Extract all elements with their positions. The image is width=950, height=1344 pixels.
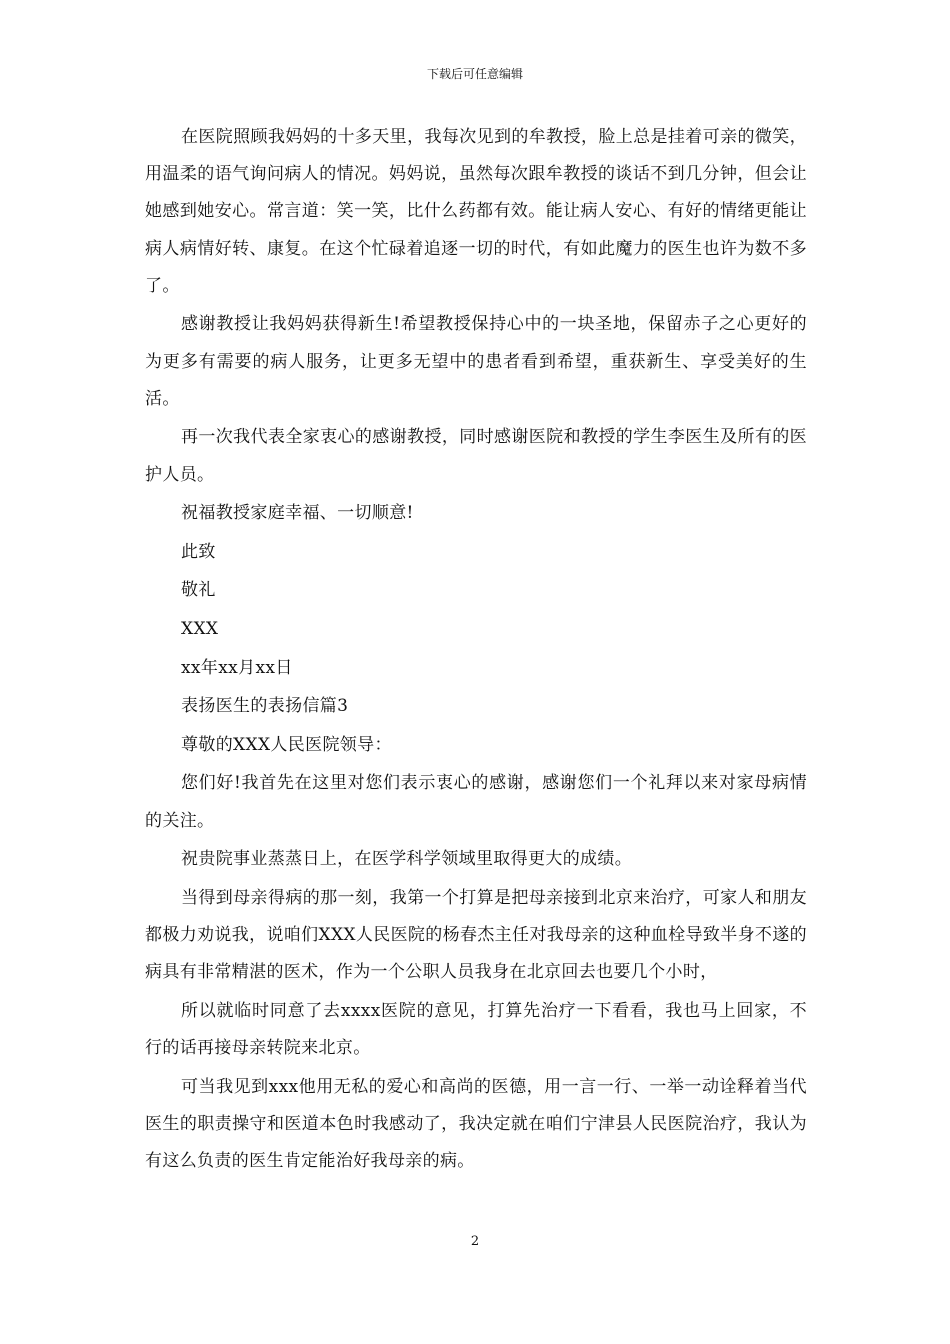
document-body: [145, 119, 807, 1182]
paragraph: 可当我见到xxx他用无私的爱心和高尚的医德，用一言一行、一举一动诠释着当代医生的职责操守和医道本色时我感动了，我决定就在咱们宁津县人民医院治疗，我认为有这么负责的医生肯定能治好我母亲的病。: [145, 1076, 807, 1171]
date-line: xx年xx月xx日: [181, 657, 293, 678]
paragraph: 祝贵院事业蒸蒸日上，在医学科学领域里取得更大的成绩。: [181, 849, 633, 870]
paragraph: 此致: [181, 541, 216, 562]
paragraph: 当得到母亲得病的那一刻，我第一个打算是把母亲接到北京来治疗，可家人和朋友都极力劝说我，说咱们XXX人民医院的杨春杰主任对我母亲的这种血栓导致半身不遂的病具有非常精湛的医术，作为一个公职人员我身在北京回去也要几个小时，: [145, 887, 807, 983]
paragraph: 敬礼: [181, 580, 216, 601]
paragraph: 感谢教授让我妈妈获得新生!希望教授保持心中的一块圣地，保留赤子之心更好的为更多有需要的病人服务，让更多无望中的患者看到希望，重获新生、享受美好的生活。: [145, 314, 807, 409]
salutation: 尊敬的XXX人民医院领导：: [181, 734, 392, 755]
page-header: 下载后可任意编辑: [426, 67, 523, 81]
signature: XXX: [181, 618, 219, 639]
paragraph: 祝福教授家庭幸福、一切顺意!: [181, 503, 414, 524]
page-number: 2: [470, 1234, 480, 1249]
paragraph: 在医院照顾我妈妈的十多天里，我每次见到的牟教授，脸上总是挂着可亲的微笑，用温柔的语气询问病人的情况。妈妈说，虽然每次跟牟教授的谈话不到几分钟，但会让她感到她安心。常言道：笑一笑，比什么药都有效。能让病人安心、有好的情绪更能让病人病情好转、康复。在这个忙碌着追逐一切的时代，有如此魔力的医生也许为数不多了。: [145, 127, 807, 296]
paragraph: 您们好!我首先在这里对您们表示衷心的感谢，感谢您们一个礼拜以来对家母病情的关注。: [145, 773, 807, 831]
section-title: 表扬医生的表扬信篇3: [181, 696, 349, 717]
paragraph: 所以就临时同意了去xxxx医院的意见，打算先治疗一下看看，我也马上回家，不行的话再接母亲转院来北京。: [145, 1000, 807, 1058]
paragraph: 再一次我代表全家衷心的感谢教授，同时感谢医院和教授的学生李医生及所有的医护人员。: [145, 427, 807, 485]
